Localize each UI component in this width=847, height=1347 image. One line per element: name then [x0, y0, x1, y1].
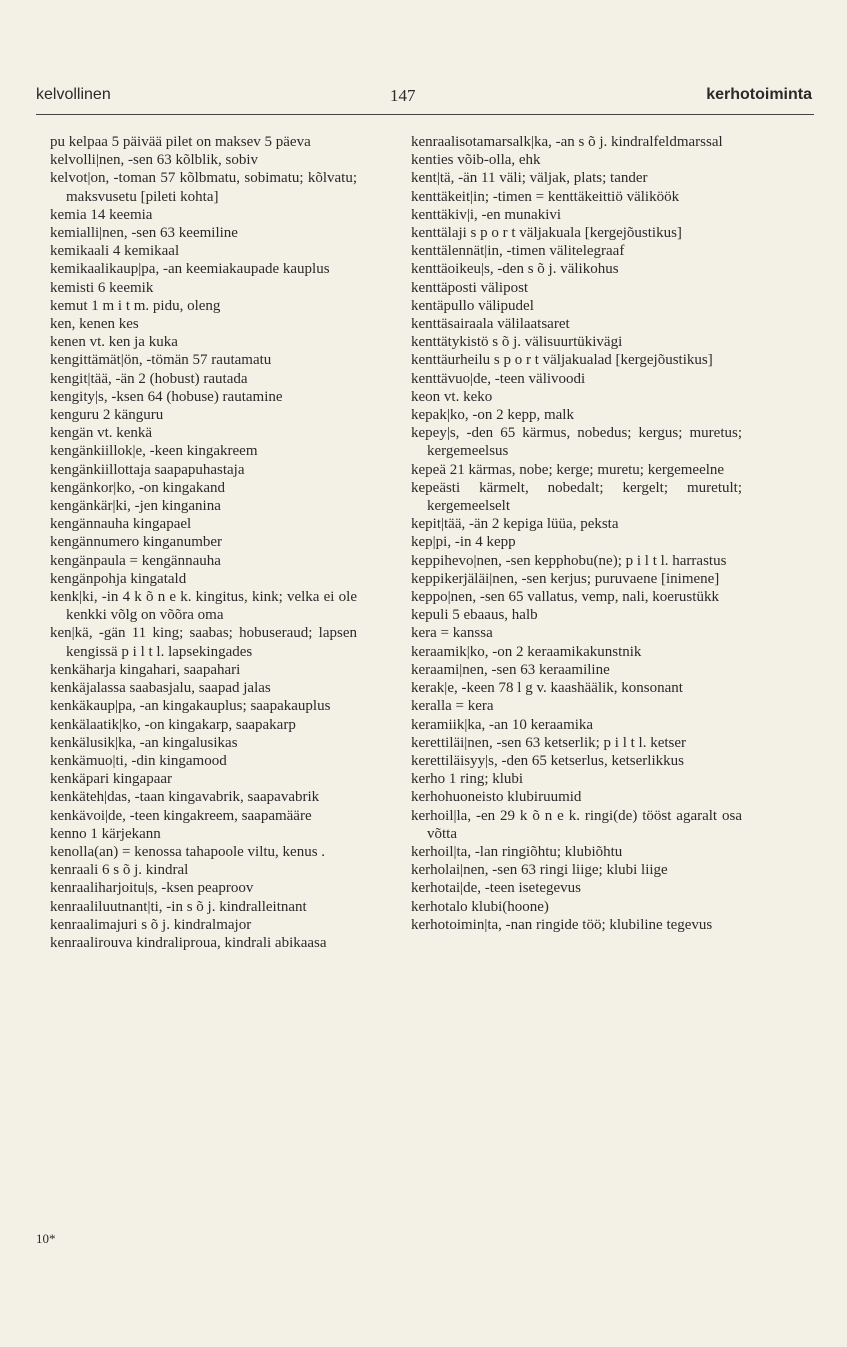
dictionary-entry: kelvolli|nen, -sen 63 kõlblik, sobiv: [50, 152, 258, 169]
header-first-word: kelvollinen: [36, 86, 111, 103]
dictionary-entry: kepuli 5 ebaaus, halb: [411, 607, 538, 624]
dictionary-entry: kenraaliharjoitu|s, -ksen peaproov: [50, 880, 254, 897]
dictionary-entry: kemikaalikaup|pa, -an keemiakaupade kauplus: [50, 261, 330, 278]
dictionary-entry: kepeästi kärmelt, nobedalt; kergelt; muretult; kergemeelselt: [411, 479, 742, 515]
dictionary-entry: kenkäteh|das, -taan kingavabrik, saapavabrik: [50, 789, 320, 806]
dictionary-entry: kenkävoi|de, -teen kingakreem, saapamääre: [50, 807, 312, 824]
dictionary-entry: kepit|tää, -än 2 kepiga lüüa, peksta: [411, 516, 619, 533]
dictionary-entry: kemia 14 keemia: [50, 206, 153, 223]
dictionary-entry: kenttäurheilu s p o r t väljakualad [kergejõustikus]: [411, 352, 713, 369]
page-number: 147: [390, 86, 416, 105]
dictionary-entry: kenttätykistö s õ j. välisuurtükivägi: [411, 334, 623, 351]
dictionary-entry: ken, kenen kes: [50, 316, 139, 333]
dictionary-entry: kengänkiillok|e, -keen kingakreem: [50, 443, 258, 460]
dictionary-entry: kenolla(an) = kenossa tahapoole viltu, kenus .: [50, 843, 326, 860]
dictionary-entry: kengän vt. kenkä: [50, 425, 153, 442]
dictionary-entry: kenraalimajuri s õ j. kindralmajor: [50, 916, 252, 933]
dictionary-entry: kenttäoikeu|s, -den s õ j. välikohus: [411, 261, 619, 278]
dictionary-entry: kenraali 6 s õ j. kindral: [50, 862, 189, 879]
dictionary-entry: kerhotai|de, -teen isetegevus: [411, 880, 582, 897]
dictionary-entry: ken|kä, -gän 11 king; saabas; hobuseraud; lapsen kengissä p i l t l. lapsekingades: [50, 625, 357, 660]
dictionary-entry: kerhoil|la, -en 29 k õ n e k. ringi(de) tööst agaralt osa võtta: [411, 807, 742, 842]
dictionary-entry: kerettiläi|nen, -sen 63 ketserlik; p i l t l. ketser: [411, 734, 687, 751]
dictionary-entry: kengit|tää, -än 2 (hobust) rautada: [50, 370, 248, 387]
dictionary-entry: kengänkor|ko, -on kingakand: [50, 479, 226, 496]
dictionary-entry: kerholai|nen, -sen 63 ringi liige; klubi liige: [411, 862, 668, 879]
dictionary-entry: kengännauha kingapael: [50, 516, 192, 533]
header-last-word: kerhotoiminta: [706, 86, 812, 103]
dictionary-entry: kerhotalo klubi(hoone): [411, 898, 549, 915]
dictionary-entry: kentäpullo välipudel: [411, 297, 534, 314]
dictionary-entry: keraami|nen, -sen 63 keraamiline: [411, 661, 610, 678]
dictionary-entry: kemikaali 4 kemikaal: [50, 243, 180, 260]
dictionary-entry: kerhoil|ta, -lan ringiõhtu; klubiõhtu: [411, 843, 623, 860]
dictionary-entry: kenties võib-olla, ehk: [411, 152, 541, 169]
dictionary-entry: kenttäsairaala välilaatsaret: [411, 316, 570, 333]
dictionary-entry: kemisti 6 keemik: [50, 279, 154, 296]
dictionary-entry: kenraalisotamarsalk|ka, -an s õ j. kindralfeldmarssal: [411, 134, 723, 150]
dictionary-entry: kerho 1 ring; klubi: [411, 771, 524, 788]
dictionary-entry: kenraaliluutnant|ti, -in s õ j. kindralleitnant: [50, 898, 307, 915]
dictionary-entry: kep|pi, -in 4 kepp: [411, 534, 516, 551]
left-column: [50, 133, 357, 952]
dictionary-entry: kelvot|on, -toman 57 kõlbmatu, sobimatu; kõlvatu; maksvusetu [pileti kohta]: [50, 170, 357, 205]
dictionary-entry: pu kelpaa 5 päivää pilet on maksev 5 päeva: [50, 134, 311, 150]
header-rule: [36, 114, 814, 115]
dictionary-entry: kenttäposti välipost: [411, 279, 529, 296]
dictionary-entry: kenkäharja kingahari, saapahari: [50, 661, 241, 678]
dictionary-entry: keon vt. keko: [411, 388, 493, 405]
dictionary-entry: kenkälaatik|ko, -on kingakarp, saapakarp: [50, 716, 296, 733]
dictionary-entry: keramiik|ka, -an 10 keraamika: [411, 716, 594, 733]
dictionary-entry: kenno 1 kärjekann: [50, 825, 161, 842]
right-column: [411, 133, 742, 934]
dictionary-entry: kenk|ki, -in 4 k õ n e k. kingitus, kink; velka ei ole kenkki võlg on võõra oma: [50, 589, 357, 624]
dictionary-entry: kengänpohja kingatald: [50, 570, 187, 587]
dictionary-entry: keppihevo|nen, -sen kepphobu(ne); p i l t l. harrastus: [411, 552, 727, 569]
dictionary-entry: kenen vt. ken ja kuka: [50, 334, 178, 351]
dictionary-entry: kenkäjalassa saabasjalu, saapad jalas: [50, 680, 271, 697]
dictionary-entry: kerhotoimin|ta, -nan ringide töö; klubiline tegevus: [411, 916, 713, 933]
dictionary-entry: kengänkiillottaja saapapuhastaja: [50, 461, 245, 478]
dictionary-entry: kengänkär|ki, -jen kinganina: [50, 498, 221, 515]
dictionary-entry: kenkäkaup|pa, -an kingakauplus; saapakauplus: [50, 698, 331, 715]
dictionary-entry: kenttäkiv|i, -en munakivi: [411, 206, 562, 223]
dictionary-entry: kepeä 21 kärmas, nobe; kerge; muretu; kergemeelne: [411, 461, 725, 478]
dictionary-entry: kenkämuo|ti, -din kingamood: [50, 752, 227, 769]
dictionary-entry: kenttälennät|in, -timen välitelegraaf: [411, 243, 625, 260]
dictionary-entry: kenttäkeit|in; -timen = kenttäkeittiö väliköök: [411, 188, 680, 205]
dictionary-entry: kenttävuo|de, -teen välivoodi: [411, 370, 586, 387]
dictionary-entry: keppikerjäläi|nen, -sen kerjus; puruvaene [inimene]: [411, 570, 720, 587]
dictionary-entry: kent|tä, -än 11 väli; väljak, plats; tander: [411, 170, 648, 187]
dictionary-entry: kenguru 2 känguru: [50, 407, 164, 424]
dictionary-entry: keralla = kera: [411, 698, 494, 715]
dictionary-entry: kemut 1 m i t m. pidu, oleng: [50, 297, 221, 314]
dictionary-entry: kengännumero kinganumber: [50, 534, 223, 551]
dictionary-entry: kerettiläisyy|s, -den 65 ketserlus, ketserlikkus: [411, 752, 684, 769]
dictionary-entry: kenttälaji s p o r t väljakuala [kergejõustikus]: [411, 225, 682, 242]
sheet-signature: 10*: [36, 1231, 56, 1246]
page-header: [36, 86, 812, 112]
dictionary-entry: kenraalirouva kindraliproua, kindrali abikaasa: [50, 934, 327, 951]
dictionary-entry: kengänpaula = kengännauha: [50, 552, 221, 569]
dictionary-entry: kepak|ko, -on 2 kepp, malk: [411, 407, 574, 424]
dictionary-entry: kengittämät|ön, -tömän 57 rautamatu: [50, 352, 272, 369]
dictionary-entry: keppo|nen, -sen 65 vallatus, vemp, nali, koerustükk: [411, 589, 719, 606]
dictionary-entry: kera = kanssa: [411, 625, 493, 642]
dictionary-entry: kerhohuoneisto klubiruumid: [411, 789, 582, 806]
dictionary-entry: kepey|s, -den 65 kärmus, nobedus; kergus; muretus; kergemeelsus: [411, 425, 742, 460]
dictionary-entry: kenkäpari kingapaar: [50, 771, 173, 788]
dictionary-entry: kemialli|nen, -sen 63 keemiline: [50, 225, 238, 242]
dictionary-entry: keraamik|ko, -on 2 keraamikakunstnik: [411, 643, 642, 660]
dictionary-entry: kenkälusik|ka, -an kingalusikas: [50, 734, 238, 751]
dictionary-entry: kerak|e, -keen 78 l g v. kaashäälik, konsonant: [411, 680, 683, 697]
dictionary-entry: kengity|s, -ksen 64 (hobuse) rautamine: [50, 388, 283, 405]
